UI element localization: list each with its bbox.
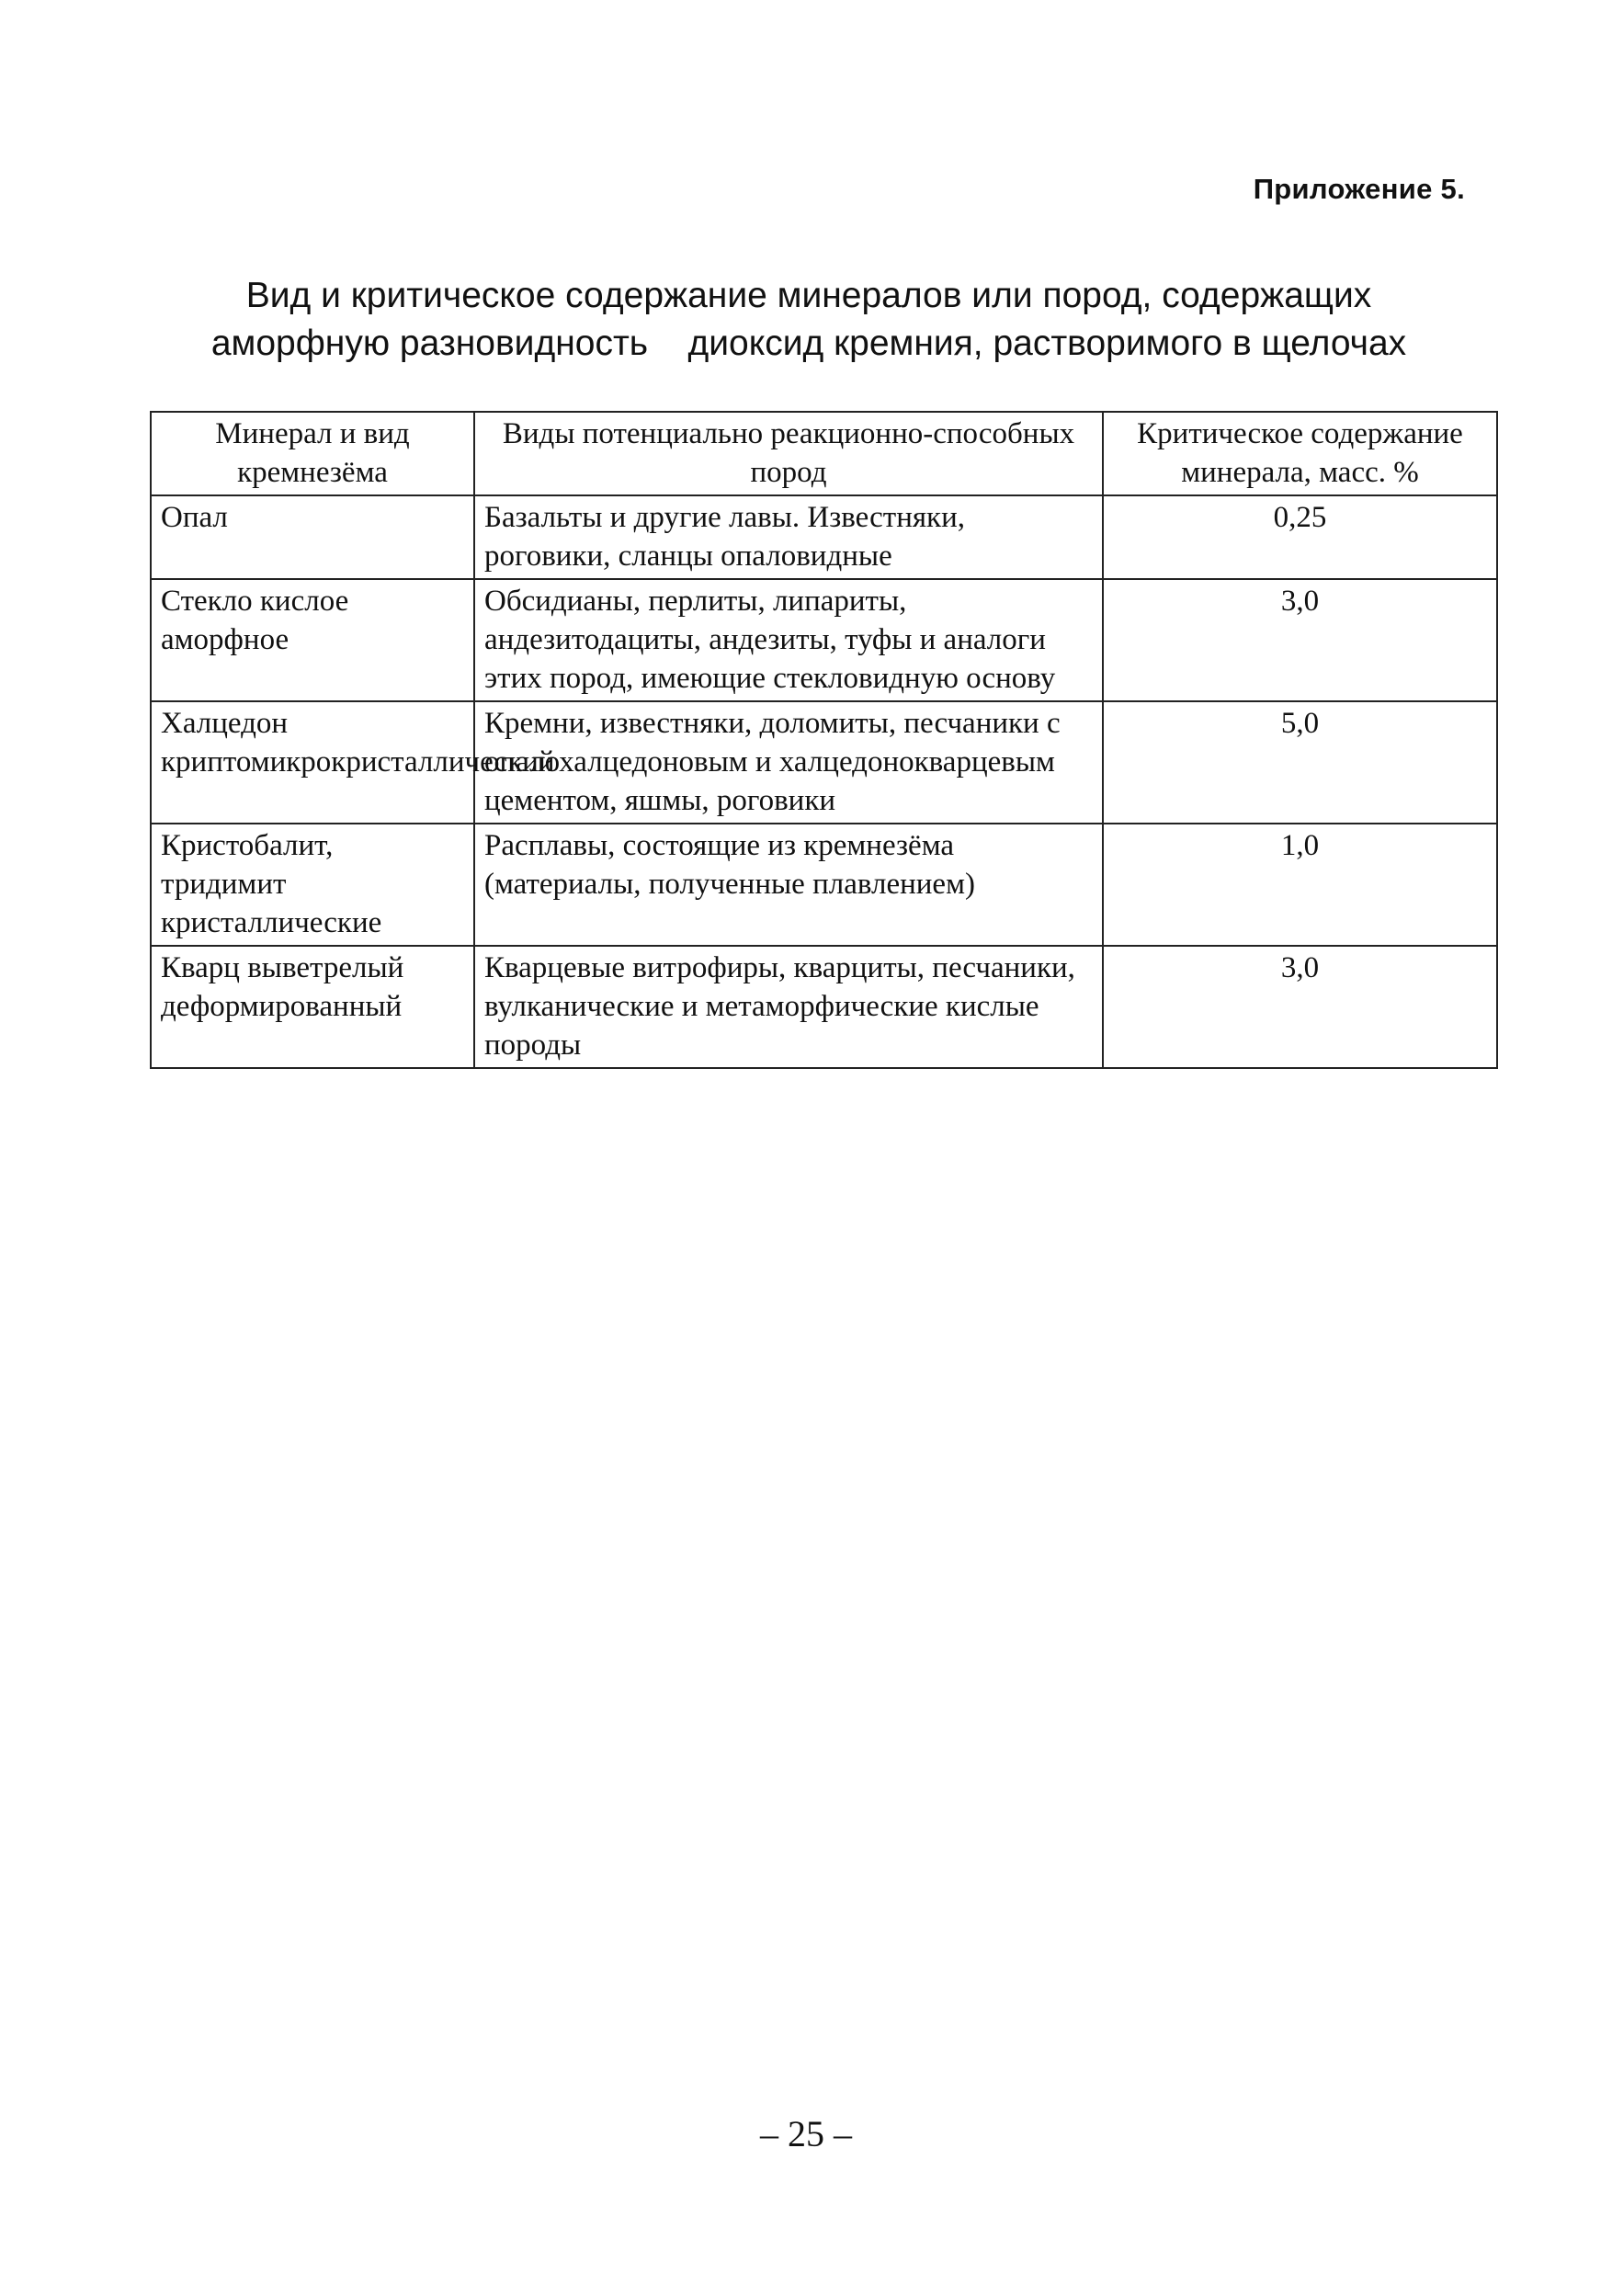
table-row — [151, 701, 1497, 824]
cell-critical-value: 5,0 — [1103, 701, 1497, 824]
cell-rocks: Базальты и другие лавы. Известняки, роговики, сланцы опаловидные — [474, 495, 1103, 579]
cell-rocks: Кварцевые витрофиры, кварциты, песчаники, вулканические и метаморфические кислые породы — [474, 946, 1103, 1068]
cell-critical-value: 3,0 — [1103, 946, 1497, 1068]
table-row — [151, 579, 1497, 701]
table-row — [151, 946, 1497, 1068]
header-rocks: Виды потенциально реакционно-способных пород — [474, 412, 1103, 495]
cell-rocks: Обсидианы, перлиты, липариты, андезитодациты, андезиты, туфы и аналоги этих пород, имеющие стекловидную основу — [474, 579, 1103, 701]
table-row — [151, 495, 1497, 579]
appendix-label: Приложение 5. — [1253, 173, 1465, 205]
document-title — [138, 272, 1480, 368]
cell-mineral: Кварц выветрелый деформированный — [151, 946, 474, 1068]
cell-mineral: Опал — [151, 495, 474, 579]
header-critical-content: Критическое содержание минерала, масс. % — [1103, 412, 1497, 495]
minerals-table — [150, 411, 1498, 1069]
cell-rocks: Расплавы, состоящие из кремнезёма (материалы, полученные плавлением) — [474, 824, 1103, 946]
cell-mineral: Халцедон криптомикрокристаллический — [151, 701, 474, 824]
header-mineral: Минерал и вид кремнезёма — [151, 412, 474, 495]
cell-critical-value: 1,0 — [1103, 824, 1497, 946]
cell-critical-value: 3,0 — [1103, 579, 1497, 701]
title-line-2: аморфную разновидность диоксид кремния, растворимого в щелочах — [210, 324, 1407, 363]
cell-mineral: Кристобалит, тридимит кристаллические — [151, 824, 474, 946]
page-number: – 25 – — [760, 2113, 852, 2154]
cell-critical-value: 0,25 — [1103, 495, 1497, 579]
cell-rocks: Кремни, известняки, доломиты, песчаники с опалохалцедоновым и халцедонокварцевым цементом, яшмы, роговики — [474, 701, 1103, 824]
table-header-row — [151, 412, 1497, 495]
cell-mineral: Стекло кислое аморфное — [151, 579, 474, 701]
title-line-1: Вид и критическое содержание минералов или пород, содержащих — [245, 276, 1372, 315]
table-row — [151, 824, 1497, 946]
